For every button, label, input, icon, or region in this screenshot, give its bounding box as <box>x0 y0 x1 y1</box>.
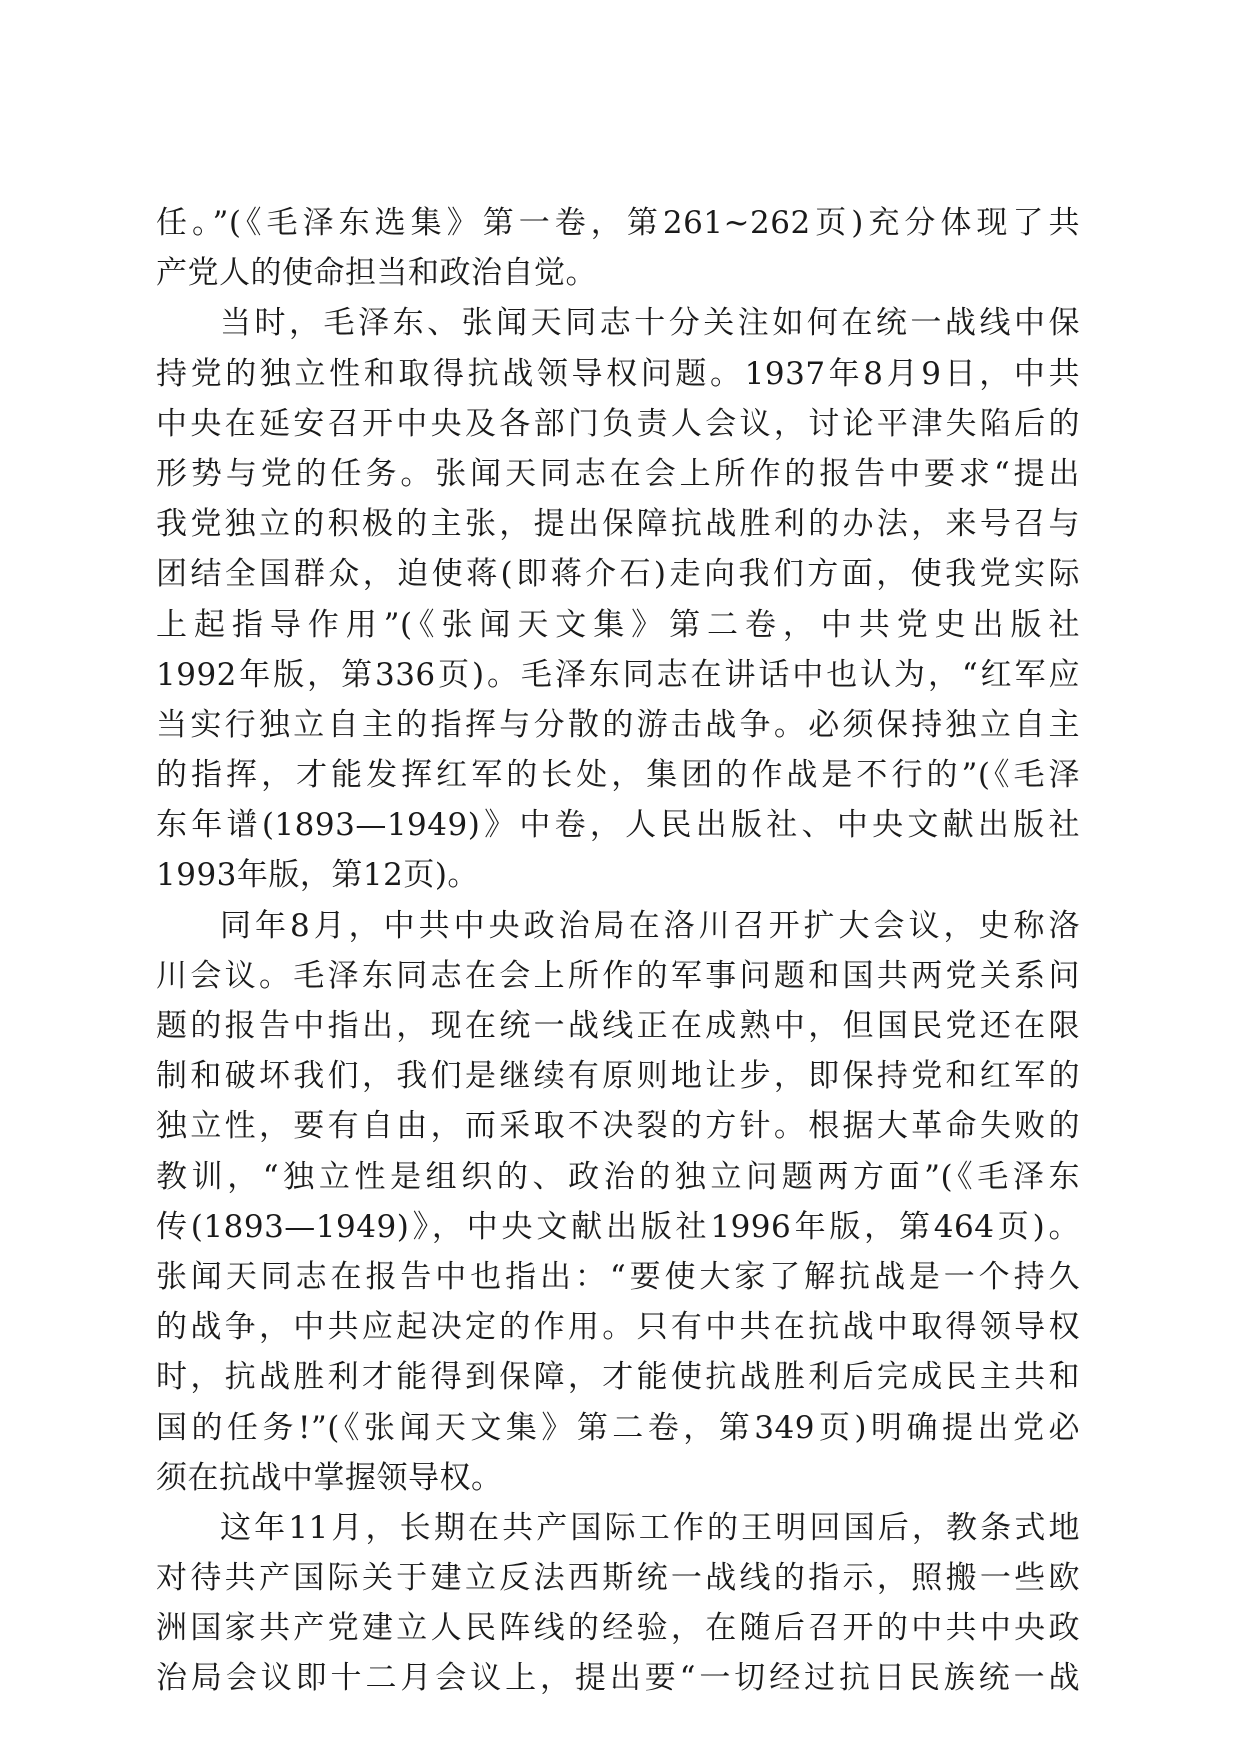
body-text <box>156 198 1080 1704</box>
text-line: 治局会议即十二月会议上，提出要“一切经过抗日民族统一战 <box>156 1660 1080 1697</box>
text-line: 团结全国群众，迫使蒋(即蒋介石)走向我们方面，使我党实际 <box>156 556 1080 593</box>
paragraph-start-line: 当时，毛泽东、张闻天同志十分关注如何在统一战线中保 <box>220 305 1080 342</box>
paragraph-start-line: 这年11月，长期在共产国际工作的王明回国后，教条式地 <box>220 1509 1080 1546</box>
text-line: 形势与党的任务。张闻天同志在会上所作的报告中要求“提出 <box>156 455 1080 492</box>
text-line: 的战争，中共应起决定的作用。只有中共在抗战中取得领导权 <box>156 1309 1080 1346</box>
text-line: 张闻天同志在报告中也指出：“要使大家了解抗战是一个持久 <box>156 1258 1080 1295</box>
text-line: 当实行独立自主的指挥与分散的游击战争。必须保持独立自主 <box>156 706 1080 743</box>
text-line: 题的报告中指出，现在统一战线正在成熟中，但国民党还在限 <box>156 1008 1080 1044</box>
text-line: 上起指导作用”(《张闻天文集》第二卷，中共党史出版社 <box>156 606 1080 643</box>
text-line: 时，抗战胜利才能得到保障，才能使抗战胜利后完成民主共和 <box>156 1359 1080 1396</box>
text-line: 中央在延安召开中央及各部门负责人会议，讨论平津失陷后的 <box>156 405 1080 442</box>
text-line: 东年谱(1893—1949)》中卷，人民出版社、中央文献出版社 <box>156 807 1080 844</box>
text-line: 产党人的使命担当和政治自觉。 <box>156 255 597 292</box>
text-line: 1993年版，第12页)。 <box>156 857 479 894</box>
text-line: 传(1893—1949)》，中央文献出版社1996年版，第464页)。 <box>156 1208 1080 1245</box>
paragraph-start-line: 同年8月，中共中央政治局在洛川召开扩大会议，史称洛 <box>220 907 1080 944</box>
text-line: 的指挥，才能发挥红军的长处，集团的作战是不行的”(《毛泽 <box>156 757 1080 794</box>
text-line: 国的任务!”(《张闻天文集》第二卷，第349页)明确提出党必 <box>156 1409 1080 1446</box>
text-line: 1992年版，第336页)。毛泽东同志在讲话中也认为，“红军应 <box>156 656 1080 693</box>
text-line: 持党的独立性和取得抗战领导权问题。1937年8月9日，中共 <box>156 355 1080 392</box>
text-line: 须在抗战中掌握领导权。 <box>156 1459 503 1496</box>
text-line: 对待共产国际关于建立反法西斯统一战线的指示，照搬一些欧 <box>156 1560 1080 1597</box>
text-line: 洲国家共产党建立人民阵线的经验，在随后召开的中共中央政 <box>156 1610 1080 1647</box>
text-line: 任。”(《毛泽东选集》第一卷，第261~262页)充分体现了共 <box>156 205 1080 241</box>
text-line: 独立性，要有自由，而采取不决裂的方针。根据大革命失败的 <box>156 1108 1080 1145</box>
text-line: 制和破坏我们，我们是继续有原则地让步，即保持党和红军的 <box>156 1058 1080 1095</box>
text-line: 川会议。毛泽东同志在会上所作的军事问题和国共两党关系问 <box>156 957 1080 994</box>
text-line: 我党独立的积极的主张，提出保障抗战胜利的办法，来号召与 <box>156 506 1080 543</box>
text-line: 教训，“独立性是组织的、政治的独立问题两方面”(《毛泽东 <box>156 1158 1080 1195</box>
